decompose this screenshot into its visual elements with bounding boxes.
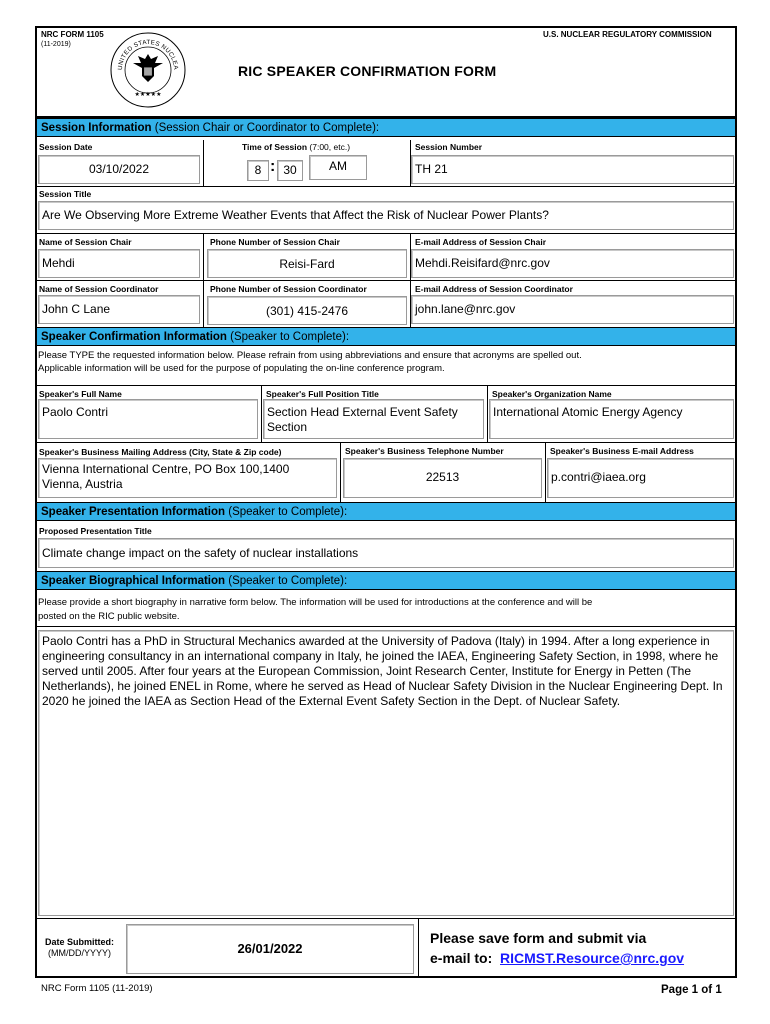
- chair-name-field[interactable]: Mehdi: [38, 249, 200, 278]
- speaker-phone-field[interactable]: 22513: [343, 458, 542, 498]
- submit-instructions: Please save form and submit via e-mail to: RICMST.Resource@nrc.gov: [430, 930, 685, 966]
- section-speaker-confirmation: [37, 327, 735, 346]
- footer-form-id: NRC Form 1105 (11-2019): [41, 983, 153, 994]
- section-title: Speaker Presentation Information: [41, 506, 226, 518]
- section-subtitle: (Session Chair or Coordinator to Complete):: [154, 122, 380, 134]
- form-id: NRC FORM 1105: [41, 30, 104, 39]
- session-hour-field[interactable]: 8: [247, 160, 269, 181]
- chair-name-label: Name of Session Chair: [39, 237, 132, 247]
- coordinator-email-field[interactable]: john.lane@nrc.gov: [411, 295, 734, 324]
- section-title: Speaker Confirmation Information: [41, 331, 227, 343]
- coordinator-email-label: E-mail Address of Session Coordinator: [415, 284, 573, 294]
- speaker-name-field[interactable]: Paolo Contri: [38, 399, 258, 439]
- form-revision: (11-2019): [41, 41, 71, 48]
- speaker-email-label: Speaker's Business E-mail Address: [550, 446, 694, 456]
- address-line-1: Vienna International Centre, PO Box 100,1400: [42, 462, 290, 476]
- submit-email-link[interactable]: RICMST.Resource@nrc.gov: [500, 950, 685, 966]
- speaker-address-label: Speaker's Business Mailing Address (City, State & Zip code): [39, 447, 282, 457]
- speaker-organization-label: Speaker's Organization Name: [492, 389, 612, 399]
- session-date-field[interactable]: 03/10/2022: [38, 155, 200, 184]
- session-date-label: Session Date: [39, 142, 93, 152]
- page-number: Page 1 of 1: [661, 984, 722, 996]
- date-submitted-field[interactable]: 26/01/2022: [126, 924, 414, 974]
- section-subtitle: (Speaker to Complete):: [228, 506, 348, 518]
- session-title-label: Session Title: [39, 189, 92, 199]
- agency-name: U.S. NUCLEAR REGULATORY COMMISSION: [543, 30, 712, 39]
- date-submitted-label: Date Submitted: (MM/DD/YYYY): [44, 937, 114, 958]
- section-subtitle: (Speaker to Complete):: [230, 331, 350, 343]
- section-title: Speaker Biographical Information: [41, 575, 226, 587]
- seal-text: UNITED STATES NUCLEA: [116, 38, 180, 71]
- chair-phone-label: Phone Number of Session Chair: [210, 237, 340, 247]
- section-speaker-biographical: [37, 571, 735, 590]
- time-of-session-label: Time of Session (7:00, etc.): [242, 142, 351, 152]
- presentation-title-field[interactable]: Climate change impact on the safety of nuclear installations: [38, 538, 734, 568]
- section-session-information: [37, 118, 735, 137]
- section-subtitle: (Speaker to Complete):: [228, 575, 348, 587]
- bio-instructions-line-1: Please provide a short biography in narrative form below. The information will be used for introductions at the conference and will be: [38, 597, 593, 608]
- svg-text:★★★★★: ★★★★★: [134, 91, 162, 98]
- session-title-field[interactable]: Are We Observing More Extreme Weather Events that Affect the Risk of Nuclear Power Plants?: [38, 201, 734, 230]
- biography-field[interactable]: Paolo Contri has a PhD in Structural Mechanics awarded at the University of Padova (Italy) in 1994. After a long experience in engineering consultancy in an international company in Italy, he joined the IAEA, Engineering Safety Section, in 1998, where he served until 2005. After four years at the European Commission, Joint Research Center, Institute for Energy in Petten (The Netherlands), he joined ENEL in Rome, where he served as Head of Nuclear Safety Division in the Nuclear Engineering Dept. In 2020 he joined the IAEA as Section Head of the External Event Safety Section in the Dept. of Nuclear Safety.: [38, 630, 734, 916]
- speaker-phone-label: Speaker's Business Telephone Number: [345, 446, 504, 456]
- address-line-2: Vienna, Austria: [42, 477, 123, 491]
- session-minute-field[interactable]: 30: [277, 160, 303, 181]
- session-number-field[interactable]: TH 21: [411, 155, 734, 184]
- speaker-instructions-line-2: Applicable information will be used for the purpose of populating the on-line conference program.: [38, 363, 445, 374]
- form-title: RIC SPEAKER CONFIRMATION FORM: [238, 63, 497, 79]
- speaker-position-field[interactable]: Section Head External Event Safety Section: [263, 399, 484, 439]
- speaker-name-label: Speaker's Full Name: [39, 389, 122, 399]
- nrc-seal-icon: [108, 30, 188, 110]
- section-title: Session Information: [41, 122, 152, 134]
- time-colon: :: [270, 158, 276, 175]
- coordinator-name-field[interactable]: John C Lane: [38, 295, 200, 324]
- coordinator-phone-label: Phone Number of Session Coordinator: [210, 284, 367, 294]
- speaker-address-field[interactable]: [38, 458, 337, 498]
- speaker-position-label: Speaker's Full Position Title: [266, 389, 379, 399]
- section-speaker-presentation: [37, 502, 735, 521]
- session-ampm-field[interactable]: AM: [309, 155, 367, 180]
- speaker-organization-field[interactable]: International Atomic Energy Agency: [489, 399, 734, 439]
- speaker-email-field[interactable]: p.contri@iaea.org: [547, 458, 734, 498]
- session-number-label: Session Number: [415, 142, 483, 152]
- bio-instructions-line-2: posted on the RIC public website.: [38, 611, 180, 622]
- chair-email-field[interactable]: Mehdi.Reisifard@nrc.gov: [411, 249, 734, 278]
- coordinator-name-label: Name of Session Coordinator: [39, 284, 159, 294]
- presentation-title-label: Proposed Presentation Title: [39, 526, 152, 536]
- coordinator-phone-field[interactable]: (301) 415-2476: [207, 296, 407, 325]
- chair-phone-field[interactable]: Reisi-Fard: [207, 249, 407, 278]
- speaker-instructions-line-1: Please TYPE the requested information below. Please refrain from using abbreviations and ensure that acronyms are spelled out.: [38, 350, 582, 361]
- chair-email-label: E-mail Address of Session Chair: [415, 237, 546, 247]
